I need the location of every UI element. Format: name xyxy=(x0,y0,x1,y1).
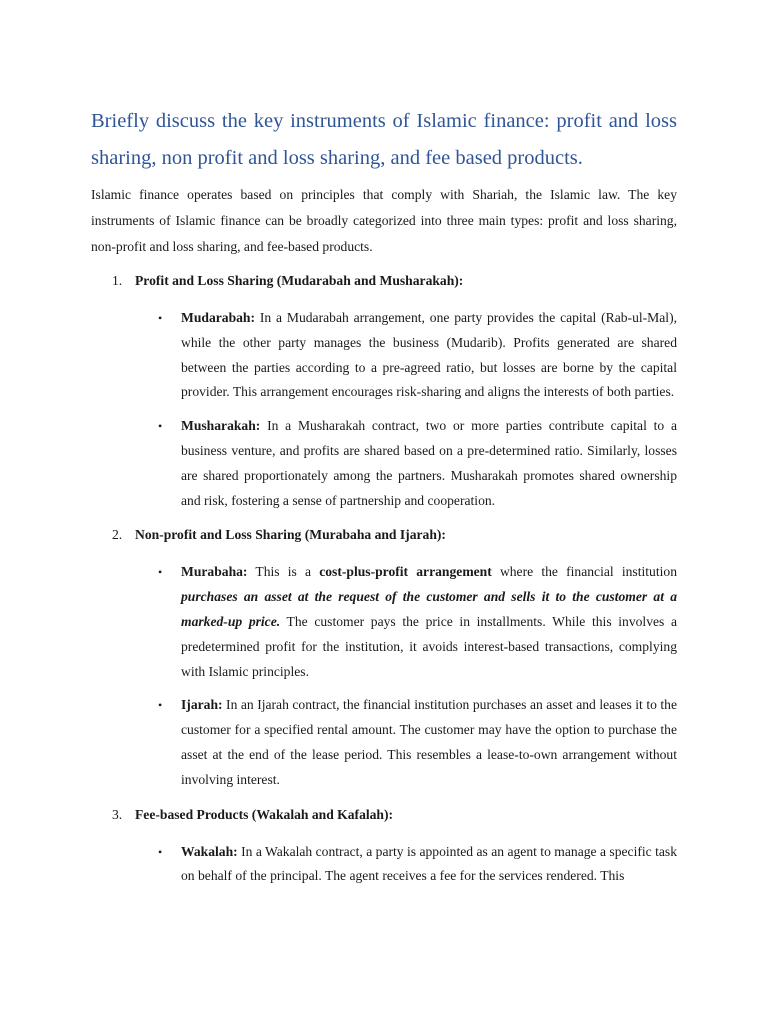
term-label: Ijarah: xyxy=(181,697,223,713)
section-heading xyxy=(91,522,677,548)
term-label: Murabaha: xyxy=(181,564,248,580)
emphasis-bold: cost-plus-profit arrangement xyxy=(319,564,492,580)
term-description: This is a xyxy=(247,564,320,580)
list-item-body xyxy=(181,306,677,405)
list-item xyxy=(91,560,677,684)
list-item xyxy=(91,693,677,792)
list-item-body xyxy=(181,414,677,513)
intro-paragraph: Islamic finance operates based on principles that comply with Shariah, the Islamic law. The key instruments of Islamic finance can be broadly categorized into three main types: profit and loss sharing, non-profit and loss sharing, and fee-based products. xyxy=(91,187,677,254)
list-item xyxy=(91,414,677,513)
term-description: where the financial institution xyxy=(491,564,677,580)
bullet-icon: • xyxy=(158,311,163,325)
term-description: In an Ijarah contract, the financial institution purchases an asset and leases it to the customer for a specified rental amount. The customer may have the option to purchase the asset at the end of the lease period. This resembles a lease-to-own arrangement without involving interest. xyxy=(181,697,677,787)
term-description: In a Mudarabah arrangement, one party provides the capital (Rab-ul-Mal), while the other party manages the business (Mudarib). Profits generated are shared between the parties according to a pre-agreed ratio, but losses are borne by the capital provider. This arrangement encourages risk-sharing and aligns the interests of both parties. xyxy=(181,310,677,400)
bullet-icon: • xyxy=(158,698,163,713)
term-description: The customer pays the price in installments. While this involves a predetermined profit for the institution, it avoids interest-based transactions, complying with Islamic principles. xyxy=(181,613,678,679)
section-title: Non-profit and Loss Sharing (Murabaha and Ijarah): xyxy=(135,527,446,543)
section-number: 1. xyxy=(112,273,123,288)
bullet-icon: • xyxy=(158,565,163,580)
section-heading xyxy=(91,268,677,294)
emphasis-bold-italic: purchases an asset at the request of the customer and sells it to the customer at a marked-up price. xyxy=(181,589,677,629)
section-heading xyxy=(91,802,677,828)
term-description: In a Wakalah contract, a party is appointed as an agent to manage a specific task on behalf of the principal. The agent receives a fee for the services rendered. This xyxy=(181,843,677,884)
term-label: Musharakah: xyxy=(181,418,261,434)
section-number: 3. xyxy=(112,806,123,822)
page-heading: Briefly discuss the key instruments of Islamic finance: profit and loss sharing, non profit and loss sharing, and fee based products. xyxy=(91,110,677,169)
list-item xyxy=(91,306,677,405)
term-label: Mudarabah: xyxy=(181,310,256,325)
bullet-icon: • xyxy=(158,419,163,434)
section-number: 2. xyxy=(112,527,123,543)
section-title: Fee-based Products (Wakalah and Kafalah): xyxy=(135,806,394,822)
section-title: Profit and Loss Sharing (Mudarabah and Musharakah): xyxy=(135,273,464,288)
term-description: In a Musharakah contract, two or more parties contribute capital to a business venture, and profits are shared based on a pre-determined ratio. Similarly, losses are shared proportionately among the partners. Musharakah promotes shared ownership and risk, fostering a sense of partnership and cooperation. xyxy=(181,418,677,508)
bullet-icon: • xyxy=(158,844,163,859)
list-item-body xyxy=(181,840,677,890)
term-label: Wakalah: xyxy=(181,843,238,859)
list-item xyxy=(91,840,677,890)
list-item-body xyxy=(181,560,677,684)
list-item-body xyxy=(181,693,677,792)
